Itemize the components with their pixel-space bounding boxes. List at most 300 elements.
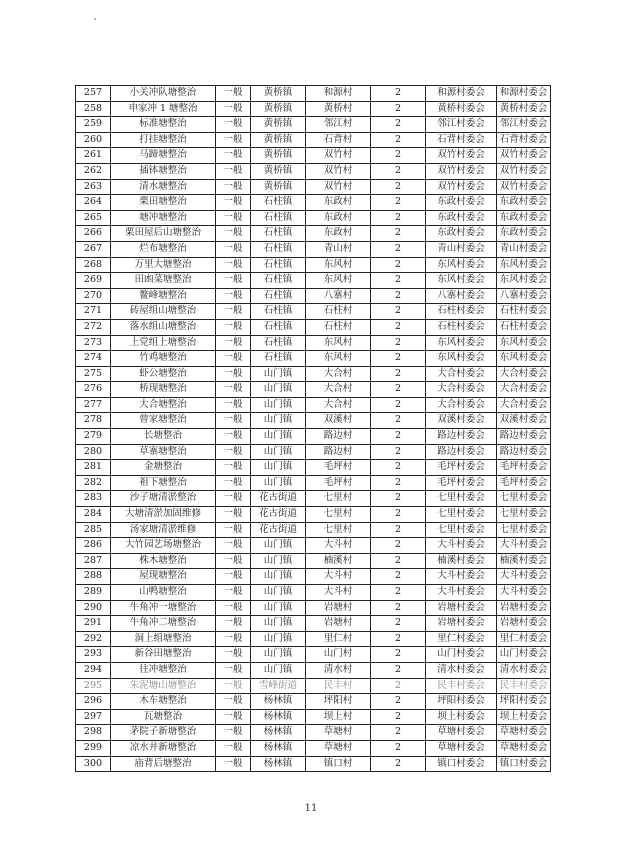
implementer-cell: 石柱村委会 [426,319,497,335]
row-index-cell: 300 [76,756,111,772]
category-cell: 一般 [216,662,251,678]
table-row [76,740,551,756]
owner-cell: 石柱村委会 [497,319,551,335]
row-index-cell: 270 [76,288,111,304]
table-row [76,117,551,133]
project-name-cell: 栗田屋后山塘整治 [111,226,216,242]
category-cell: 一般 [216,647,251,663]
owner-cell: 七里村委会 [497,491,551,507]
row-index-cell: 293 [76,647,111,663]
row-index-cell: 262 [76,163,111,179]
implementer-cell: 民丰村委会 [426,678,497,694]
scale-cell: 2 [371,366,426,382]
village-cell: 青山村 [306,241,371,257]
township-cell: 花古街道 [251,491,306,507]
table-row [76,522,551,538]
owner-cell: 岩塘村委会 [497,616,551,632]
village-cell: 黄桥村 [306,101,371,117]
implementer-cell: 大斗村委会 [426,585,497,601]
table-row [76,195,551,211]
scale-cell: 2 [371,241,426,257]
table-row [76,647,551,663]
owner-cell: 草塘村委会 [497,740,551,756]
village-cell: 七里村 [306,522,371,538]
village-cell: 楠溪村 [306,553,371,569]
village-cell: 八寨村 [306,288,371,304]
table-row [76,725,551,741]
category-cell: 一般 [216,491,251,507]
scale-cell: 2 [371,351,426,367]
row-index-cell: 288 [76,569,111,585]
table-row [76,429,551,445]
row-index-cell: 298 [76,725,111,741]
implementer-cell: 清水村委会 [426,662,497,678]
implementer-cell: 镇口村委会 [426,756,497,772]
owner-cell: 东政村委会 [497,195,551,211]
implementer-cell: 草塘村委会 [426,740,497,756]
owner-cell: 岩塘村委会 [497,600,551,616]
category-cell: 一般 [216,226,251,242]
village-cell: 和源村 [306,86,371,102]
table-row [76,491,551,507]
project-name-cell: 落水组山塘整治 [111,319,216,335]
implementer-cell: 大合村委会 [426,397,497,413]
category-cell: 一般 [216,538,251,554]
owner-cell: 七里村委会 [497,507,551,523]
project-name-cell: 虾公塘整治 [111,366,216,382]
row-index-cell: 281 [76,460,111,476]
village-cell: 七里村 [306,491,371,507]
township-cell: 山门镇 [251,366,306,382]
village-cell: 草塘村 [306,740,371,756]
row-index-cell: 279 [76,429,111,445]
village-cell: 东风村 [306,335,371,351]
scale-cell: 2 [371,725,426,741]
table-row [76,585,551,601]
project-name-cell: 打挂塘整治 [111,132,216,148]
village-cell: 双竹村 [306,179,371,195]
implementer-cell: 山门村委会 [426,647,497,663]
township-cell: 花古街道 [251,522,306,538]
scale-cell: 2 [371,335,426,351]
project-name-cell: 申家冲 1 塘整治 [111,101,216,117]
implementer-cell: 东政村委会 [426,210,497,226]
table-row [76,460,551,476]
village-cell: 草塘村 [306,725,371,741]
category-cell: 一般 [216,616,251,632]
category-cell: 一般 [216,335,251,351]
table-row [76,553,551,569]
scale-cell: 2 [371,304,426,320]
implementer-cell: 东风村委会 [426,257,497,273]
implementer-cell: 毛坪村委会 [426,475,497,491]
owner-cell: 邻江村委会 [497,117,551,133]
category-cell: 一般 [216,273,251,289]
village-cell: 邻江村 [306,117,371,133]
category-cell: 一般 [216,241,251,257]
row-index-cell: 264 [76,195,111,211]
category-cell: 一般 [216,366,251,382]
township-cell: 山门镇 [251,475,306,491]
row-index-cell: 277 [76,397,111,413]
township-cell: 山门镇 [251,413,306,429]
row-index-cell: 259 [76,117,111,133]
implementer-cell: 路边村委会 [426,429,497,445]
table-row [76,475,551,491]
implementer-cell: 草塘村委会 [426,725,497,741]
owner-cell: 坪阳村委会 [497,694,551,710]
category-cell: 一般 [216,725,251,741]
scale-cell: 2 [371,569,426,585]
implementer-cell: 石柱村委会 [426,304,497,320]
category-cell: 一般 [216,678,251,694]
scale-cell: 2 [371,460,426,476]
implementer-cell: 坝上村委会 [426,709,497,725]
category-cell: 一般 [216,148,251,164]
township-cell: 山门镇 [251,616,306,632]
table-row [76,210,551,226]
category-cell: 一般 [216,600,251,616]
implementer-cell: 楠溪村委会 [426,553,497,569]
implementer-cell: 大斗村委会 [426,569,497,585]
row-index-cell: 282 [76,475,111,491]
table-row [76,756,551,772]
table-row [76,382,551,398]
category-cell: 一般 [216,569,251,585]
table-row [76,538,551,554]
category-cell: 一般 [216,382,251,398]
project-name-cell: 瓦塘整治 [111,709,216,725]
row-index-cell: 260 [76,132,111,148]
table-row [76,600,551,616]
implementer-cell: 东风村委会 [426,351,497,367]
owner-cell: 东政村委会 [497,226,551,242]
township-cell: 杨林镇 [251,756,306,772]
category-cell: 一般 [216,304,251,320]
row-index-cell: 297 [76,709,111,725]
category-cell: 一般 [216,195,251,211]
project-name-cell: 大合塘整治 [111,397,216,413]
table-row [76,163,551,179]
table-row [76,179,551,195]
project-name-cell: 牛角冲一塘整治 [111,600,216,616]
owner-cell: 楠溪村委会 [497,553,551,569]
scale-cell: 2 [371,163,426,179]
table-row [76,288,551,304]
owner-cell: 大斗村委会 [497,538,551,554]
owner-cell: 路边村委会 [497,444,551,460]
owner-cell: 石背村委会 [497,132,551,148]
owner-cell: 路边村委会 [497,429,551,445]
scale-cell: 2 [371,179,426,195]
table-row [76,101,551,117]
table-row [76,226,551,242]
category-cell: 一般 [216,413,251,429]
owner-cell: 双竹村委会 [497,148,551,164]
row-index-cell: 275 [76,366,111,382]
project-name-cell: 栗田塘整治 [111,195,216,211]
scale-cell: 2 [371,600,426,616]
township-cell: 山门镇 [251,460,306,476]
category-cell: 一般 [216,553,251,569]
implementer-cell: 八寨村委会 [426,288,497,304]
scale-cell: 2 [371,273,426,289]
owner-cell: 民丰村委会 [497,678,551,694]
scale-cell: 2 [371,756,426,772]
village-cell: 东风村 [306,257,371,273]
village-cell: 镇口村 [306,756,371,772]
project-name-cell: 大塘清淤加固维修 [111,507,216,523]
category-cell: 一般 [216,210,251,226]
table-row [76,86,551,102]
scale-cell: 2 [371,148,426,164]
scale-cell: 2 [371,101,426,117]
village-cell: 东风村 [306,351,371,367]
village-cell: 岩塘村 [306,600,371,616]
table-row [76,616,551,632]
category-cell: 一般 [216,397,251,413]
implementer-cell: 大斗村委会 [426,538,497,554]
owner-cell: 大合村委会 [497,382,551,398]
village-cell: 大斗村 [306,585,371,601]
row-index-cell: 265 [76,210,111,226]
row-index-cell: 273 [76,335,111,351]
township-cell: 山门镇 [251,600,306,616]
row-index-cell: 271 [76,304,111,320]
owner-cell: 东风村委会 [497,273,551,289]
row-index-cell: 267 [76,241,111,257]
township-cell: 山门镇 [251,382,306,398]
township-cell: 石柱镇 [251,351,306,367]
category-cell: 一般 [216,522,251,538]
project-name-cell: 牛角冲二塘整治 [111,616,216,632]
township-cell: 山门镇 [251,631,306,647]
project-name-cell: 草寨塘整治 [111,444,216,460]
row-index-cell: 287 [76,553,111,569]
village-cell: 双竹村 [306,148,371,164]
row-index-cell: 296 [76,694,111,710]
scale-cell: 2 [371,444,426,460]
township-cell: 花古街道 [251,507,306,523]
project-name-cell: 山鸭塘整治 [111,585,216,601]
owner-cell: 八寨村委会 [497,288,551,304]
scale-cell: 2 [371,195,426,211]
row-index-cell: 286 [76,538,111,554]
category-cell: 一般 [216,475,251,491]
project-name-cell: 上党组上塘整治 [111,335,216,351]
township-cell: 石柱镇 [251,210,306,226]
township-cell: 山门镇 [251,647,306,663]
table-row [76,273,551,289]
table-row [76,694,551,710]
scale-cell: 2 [371,507,426,523]
owner-cell: 东风村委会 [497,351,551,367]
village-cell: 民丰村 [306,678,371,694]
row-index-cell: 269 [76,273,111,289]
implementer-cell: 路边村委会 [426,444,497,460]
implementer-cell: 双溪村委会 [426,413,497,429]
scale-cell: 2 [371,382,426,398]
table-row [76,678,551,694]
project-name-cell: 金塘整治 [111,460,216,476]
table-row [76,444,551,460]
owner-cell: 坝上村委会 [497,709,551,725]
township-cell: 黄桥镇 [251,117,306,133]
township-cell: 石柱镇 [251,195,306,211]
village-cell: 大合村 [306,397,371,413]
category-cell: 一般 [216,179,251,195]
implementer-cell: 里仁村委会 [426,631,497,647]
village-cell: 双溪村 [306,413,371,429]
row-index-cell: 299 [76,740,111,756]
category-cell: 一般 [216,163,251,179]
row-index-cell: 276 [76,382,111,398]
table-row [76,413,551,429]
township-cell: 石柱镇 [251,241,306,257]
implementer-cell: 大合村委会 [426,366,497,382]
township-cell: 石柱镇 [251,335,306,351]
township-cell: 山门镇 [251,553,306,569]
owner-cell: 东政村委会 [497,210,551,226]
project-name-cell: 凉水井新塘整治 [111,740,216,756]
village-cell: 清水村 [306,662,371,678]
category-cell: 一般 [216,507,251,523]
scale-cell: 2 [371,397,426,413]
row-index-cell: 268 [76,257,111,273]
table-row [76,631,551,647]
scale-cell: 2 [371,631,426,647]
owner-cell: 双溪村委会 [497,413,551,429]
implementer-cell: 邻江村委会 [426,117,497,133]
row-index-cell: 291 [76,616,111,632]
scale-cell: 2 [371,740,426,756]
village-cell: 东政村 [306,195,371,211]
project-name-cell: 竹鸡塘整治 [111,351,216,367]
scale-cell: 2 [371,117,426,133]
implementer-cell: 毛坪村委会 [426,460,497,476]
category-cell: 一般 [216,756,251,772]
project-name-cell: 小关冲队塘整治 [111,86,216,102]
category-cell: 一般 [216,444,251,460]
owner-cell: 清水村委会 [497,662,551,678]
table-row [76,241,551,257]
category-cell: 一般 [216,101,251,117]
project-name-cell: 插钵塘整治 [111,163,216,179]
owner-cell: 双竹村委会 [497,179,551,195]
scale-cell: 2 [371,226,426,242]
row-index-cell: 278 [76,413,111,429]
project-name-cell: 塘冲塘整治 [111,210,216,226]
village-cell: 毛坪村 [306,475,371,491]
village-cell: 坪阳村 [306,694,371,710]
table-row [76,366,551,382]
implementer-cell: 岩塘村委会 [426,600,497,616]
village-cell: 岩塘村 [306,616,371,632]
scale-cell: 2 [371,132,426,148]
owner-cell: 大斗村委会 [497,569,551,585]
row-index-cell: 289 [76,585,111,601]
category-cell: 一般 [216,86,251,102]
township-cell: 黄桥镇 [251,163,306,179]
category-cell: 一般 [216,740,251,756]
scale-cell: 2 [371,257,426,273]
township-cell: 石柱镇 [251,273,306,289]
category-cell: 一般 [216,117,251,133]
project-name-cell: 新谷田塘整治 [111,647,216,663]
implementer-cell: 东风村委会 [426,273,497,289]
owner-cell: 大斗村委会 [497,585,551,601]
implementer-cell: 双竹村委会 [426,163,497,179]
owner-cell: 镇口村委会 [497,756,551,772]
village-cell: 石柱村 [306,319,371,335]
village-cell: 大斗村 [306,538,371,554]
owner-cell: 黄桥村委会 [497,101,551,117]
implementer-cell: 双竹村委会 [426,179,497,195]
table-row [76,319,551,335]
scale-cell: 2 [371,553,426,569]
village-cell: 东政村 [306,210,371,226]
project-name-cell: 木车塘整治 [111,694,216,710]
village-cell: 山门村 [306,647,371,663]
township-cell: 山门镇 [251,662,306,678]
project-name-cell: 标准塘整治 [111,117,216,133]
project-name-cell: 汤家塘清淤维修 [111,522,216,538]
table-row [76,397,551,413]
implementer-cell: 岩塘村委会 [426,616,497,632]
scale-cell: 2 [371,538,426,554]
table-row [76,569,551,585]
category-cell: 一般 [216,460,251,476]
township-cell: 石柱镇 [251,288,306,304]
village-cell: 路边村 [306,429,371,445]
category-cell: 一般 [216,132,251,148]
scale-cell: 2 [371,475,426,491]
project-name-cell: 祖下塘整治 [111,475,216,491]
row-index-cell: 292 [76,631,111,647]
owner-cell: 东风村委会 [497,257,551,273]
scale-cell: 2 [371,709,426,725]
owner-cell: 里仁村委会 [497,631,551,647]
village-cell: 坝上村 [306,709,371,725]
township-cell: 山门镇 [251,444,306,460]
owner-cell: 双竹村委会 [497,163,551,179]
category-cell: 一般 [216,319,251,335]
table-row [76,304,551,320]
township-cell: 黄桥镇 [251,101,306,117]
village-cell: 大合村 [306,366,371,382]
row-index-cell: 272 [76,319,111,335]
category-cell: 一般 [216,585,251,601]
project-name-cell: 万里大塘整治 [111,257,216,273]
table-row [76,132,551,148]
owner-cell: 青山村委会 [497,241,551,257]
project-name-cell: 沙子塘清淤整治 [111,491,216,507]
implementer-cell: 大合村委会 [426,382,497,398]
owner-cell: 大合村委会 [497,366,551,382]
category-cell: 一般 [216,631,251,647]
owner-cell: 东风村委会 [497,335,551,351]
table-row [76,148,551,164]
project-name-cell: 砖屋组山塘整治 [111,304,216,320]
row-index-cell: 295 [76,678,111,694]
implementer-cell: 东政村委会 [426,195,497,211]
township-cell: 杨林镇 [251,740,306,756]
village-cell: 毛坪村 [306,460,371,476]
project-name-cell: 大竹园艺场塘整治 [111,538,216,554]
village-cell: 路边村 [306,444,371,460]
row-index-cell: 294 [76,662,111,678]
row-index-cell: 274 [76,351,111,367]
